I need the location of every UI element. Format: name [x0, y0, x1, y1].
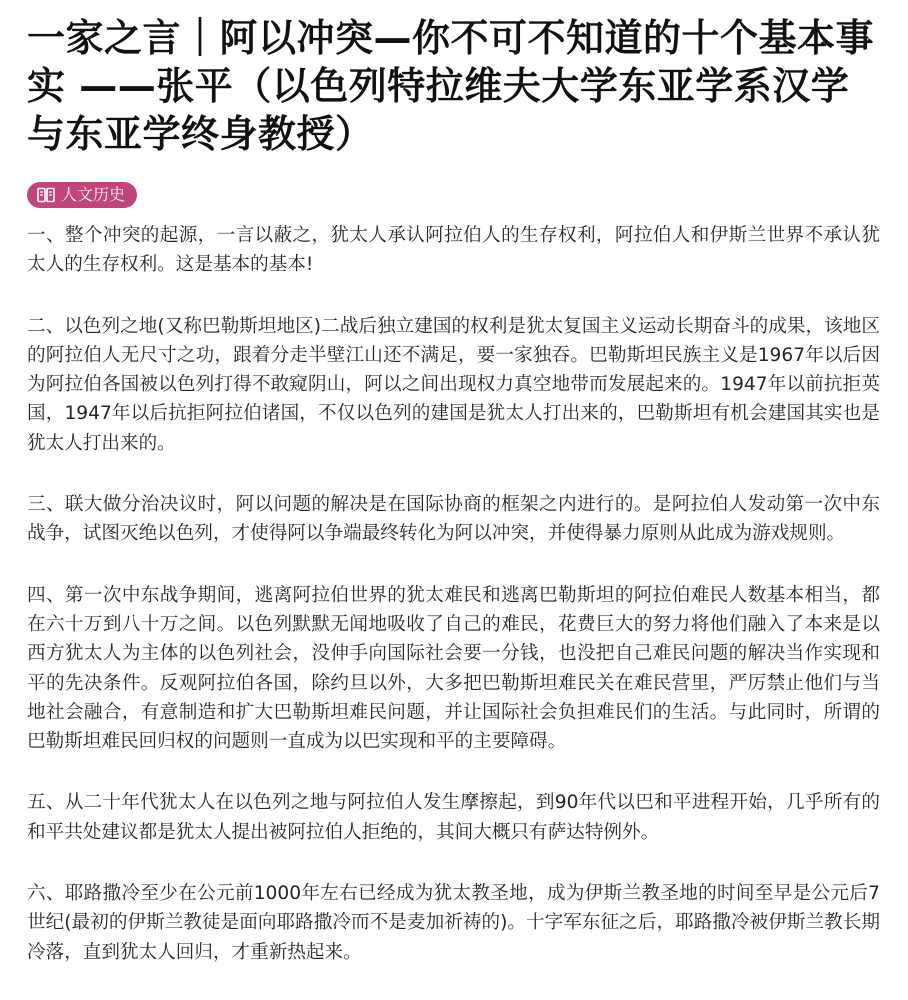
article-body [27, 221, 880, 967]
paragraph-3: 三、联大做分治决议时，阿以问题的解决是在国际协商的框架之内进行的。是阿拉伯人发动第一次中东战争，试图灭绝以色列，才使得阿以争端最终转化为阿以冲突，并使得暴力原则从此成为游戏规则。 [27, 494, 880, 545]
paragraph-2: 二、以色列之地(又称巴勒斯坦地区)二战后独立建国的权利是犹太复国主义运动长期奋斗的成果，该地区的阿拉伯人无尺寸之功，跟着分走半壁江山还不满足，要一家独吞。巴勒斯坦民族主义是1967年以后因为阿拉伯各国被以色列打得不敢窥阴山，阿以之间出现权力真空地带而发展起来的。1947年以前抗拒英国，1947年以后抗拒阿拉伯诸国，不仅以色列的建国是犹太人打出来的，巴勒斯坦有机会建国其实也是犹太人打出来的。 [27, 315, 880, 454]
category-tag-label: 人文历史 [61, 185, 126, 204]
paragraph-6: 六、耶路撒冷至少在公元前1000年左右已经成为犹太教圣地，成为伊斯兰教圣地的时间至早是公元后7世纪(最初的伊斯兰教徒是面向耶路撒冷而不是麦加祈祷的)。十字军东征之后，耶路撒冷被伊斯兰教长期冷落，直到犹太人回归，才重新热起来。 [27, 883, 880, 963]
category-tag[interactable] [27, 182, 137, 208]
book-icon [37, 187, 55, 203]
paragraph-1: 一、整个冲突的起源，一言以蔽之，犹太人承认阿拉伯人的生存权利，阿拉伯人和伊斯兰世界不承认犹太人的生存权利。这是基本的基本! [27, 225, 880, 276]
paragraph-5: 五、从二十年代犹太人在以色列之地与阿拉伯人发生摩擦起，到90年代以巴和平进程开始，几乎所有的和平共处建议都是犹太人提出被阿拉伯人拒绝的，其间大概只有萨达特例外。 [27, 792, 880, 843]
paragraph-4: 四、第一次中东战争期间，逃离阿拉伯世界的犹太难民和逃离巴勒斯坦的阿拉伯难民人数基本相当，都在六十万到八十万之间。以色列默默无闻地吸收了自己的难民，花费巨大的努力将他们融入了本来是以西方犹太人为主体的以色列社会，没伸手向国际社会要一分钱，也没把自己难民问题的解决当作实现和平的先决条件。反观阿拉伯各国，除约旦以外，大多把巴勒斯坦难民关在难民营里，严厉禁止他们与当地社会融合，有意制造和扩大巴勒斯坦难民问题，并让国际社会负担难民们的生活。与此同时，所谓的巴勒斯坦难民回归权的问题则一直成为以巴实现和平的主要障碍。 [27, 584, 880, 753]
article-title: 一家之言｜阿以冲突—你不可不知道的十个基本事实 ——张平（以色列特拉维夫大学东亚学系汉学与东亚学终身教授） [27, 16, 875, 156]
